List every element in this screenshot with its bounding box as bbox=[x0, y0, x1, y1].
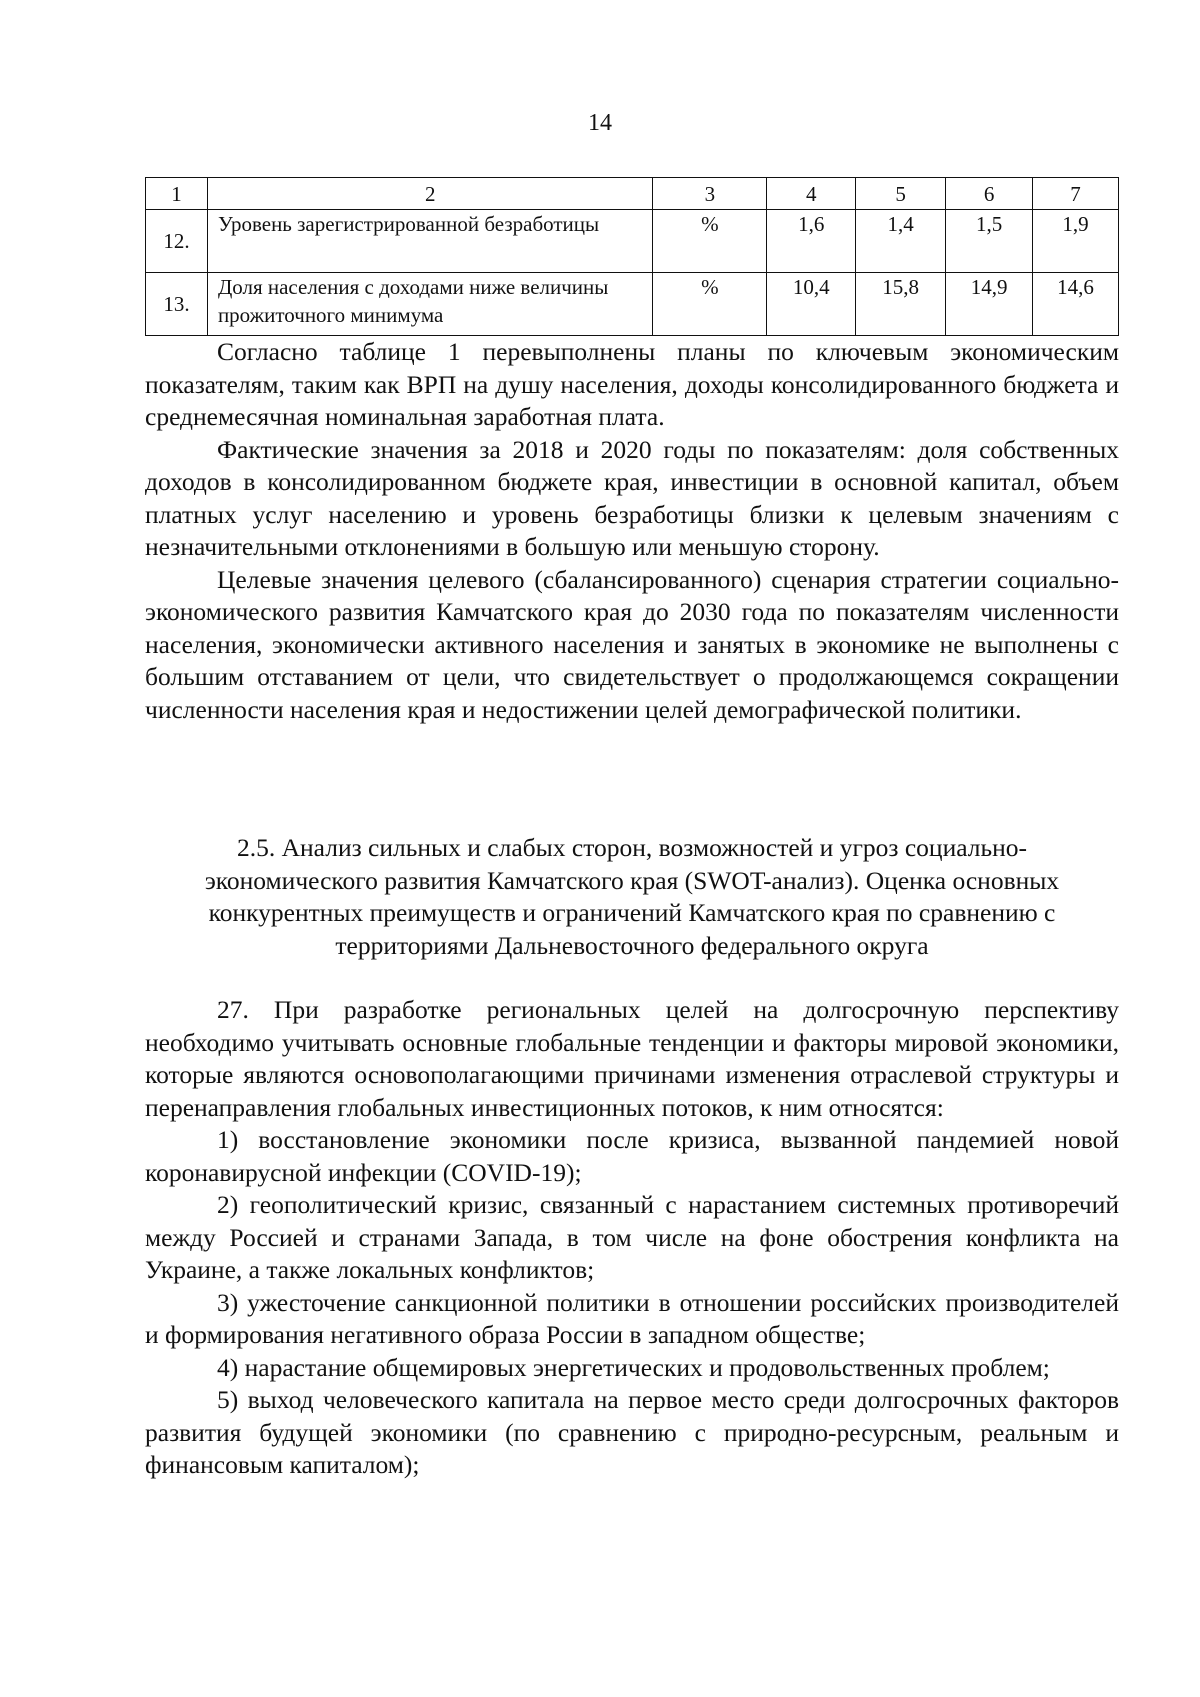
heading-line: 2.5. Анализ сильных и слабых сторон, возможностей и угроз социально- bbox=[236, 833, 1027, 862]
page-number: 14 bbox=[588, 110, 612, 136]
unit-cell: % bbox=[653, 273, 767, 336]
indicator-name: Доля населения с доходами ниже величины прожиточного минимума bbox=[207, 273, 653, 336]
value-cell: 10,4 bbox=[767, 273, 856, 336]
table-row bbox=[146, 273, 1119, 336]
column-header: 3 bbox=[653, 178, 767, 210]
value-cell: 14,9 bbox=[946, 273, 1033, 336]
column-header: 7 bbox=[1033, 178, 1119, 210]
table-header-row bbox=[146, 178, 1119, 210]
list-item: 5) выход человеческого капитала на первое место среди долгосрочных факторов развития будущей экономики (по сравнению с природно-ресурсным, реальным и финансовым капиталом); bbox=[145, 1385, 1119, 1479]
column-header: 5 bbox=[856, 178, 946, 210]
row-number: 12. bbox=[146, 210, 208, 273]
value-cell: 1,6 bbox=[767, 210, 856, 273]
column-header: 6 bbox=[946, 178, 1033, 210]
indicator-name: Уровень зарегистрированной безработицы bbox=[207, 210, 653, 273]
heading-line: конкурентных преимуществ и ограничений Камчатского края по сравнению с bbox=[208, 898, 1056, 927]
value-cell: 15,8 bbox=[856, 273, 946, 336]
column-header: 1 bbox=[146, 178, 208, 210]
indicators-table bbox=[145, 177, 1119, 336]
value-cell: 1,9 bbox=[1033, 210, 1119, 273]
value-cell: 1,5 bbox=[946, 210, 1033, 273]
heading-line: экономического развития Камчатского края (SWOT-анализ). Оценка основных bbox=[204, 865, 1060, 895]
analysis-text bbox=[145, 336, 1119, 726]
column-header: 2 bbox=[207, 178, 653, 210]
section-heading bbox=[145, 832, 1119, 962]
list-item: 2) геополитический кризис, связанный с нарастанием системных противоречий между Россией и странами Запада, в том числе на фоне обострения конфликта на Украине, а также локальных конфликтов; bbox=[145, 1190, 1119, 1284]
value-cell: 14,6 bbox=[1033, 273, 1119, 336]
value-cell: 1,4 bbox=[856, 210, 946, 273]
factors-text bbox=[145, 994, 1119, 1482]
list-item: 4) нарастание общемировых энергетических и продовольственных проблем; bbox=[217, 1352, 1050, 1382]
unit-cell: % bbox=[653, 210, 767, 273]
row-number: 13. bbox=[146, 273, 208, 336]
table-row bbox=[146, 210, 1119, 273]
column-header: 4 bbox=[767, 178, 856, 210]
paragraph: Фактические значения за 2018 и 2020 годы по показателям: доля собственных доходов в консолидированном бюджете края, инвестиции в основной капитал, объем платных услуг населению и уровень безработицы близки к целевым значениям с незначительными отклонениями в большую или меньшую сторону. bbox=[145, 434, 1119, 561]
paragraph: 27. При разработке региональных целей на долгосрочную перспективу необходимо учитывать основные глобальные тенденции и факторы мировой экономики, которые являются основополагающими причинами изменения отраслевой структуры и перенаправления глобальных инвестиционных потоков, к ним относятся: bbox=[145, 995, 1119, 1122]
list-item: 3) ужесточение санкционной политики в отношении российских производителей и формирования негативного образа России в западном обществе; bbox=[145, 1287, 1119, 1349]
heading-line: территориями Дальневосточного федерального округа bbox=[335, 930, 929, 960]
paragraph: Целевые значения целевого (сбалансированного) сценария стратегии социально-экономического развития Камчатского края до 2030 года по показателям численности населения, экономически активного населения и занятых в экономике не выполнены с большим отставанием от цели, что свидетельствует о продолжающемся сокращении численности населения края и недостижении целей демографической политики. bbox=[145, 564, 1119, 724]
list-item: 1) восстановление экономики после кризиса, вызванной пандемией новой коронавирусной инфекции (COVID-19); bbox=[145, 1125, 1119, 1187]
paragraph: Согласно таблице 1 перевыполнены планы по ключевым экономическим показателям, таким как ВРП на душу населения, доходы консолидированного бюджета и среднемесячная номинальная заработная плата. bbox=[145, 337, 1119, 431]
